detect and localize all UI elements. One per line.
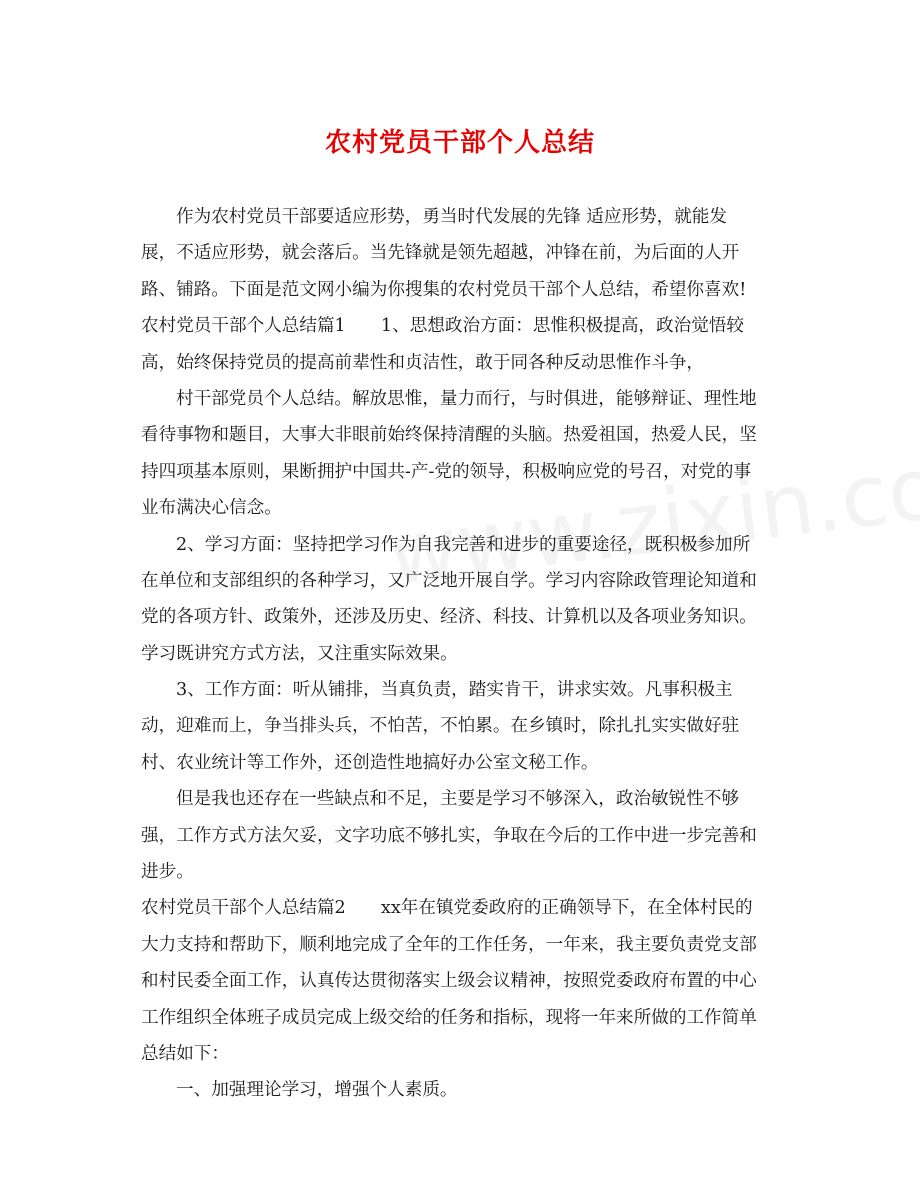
paragraph-line: 村、农业统计等工作外，还创造性地搞好办公室文秘工作。: [141, 752, 599, 773]
paragraph-line: 持四项基本原则，果断拥护中国共-产-党的领导，积极响应党的号召，对党的事: [141, 461, 752, 482]
paragraph-line: 农村党员干部个人总结篇2 xx年在镇党委政府的正确领导下，在全体村民的: [141, 898, 753, 919]
paragraph-line: 进步。: [141, 862, 194, 883]
paragraph-line: 业布满决心信念。: [141, 498, 282, 519]
paragraph-line: 3、工作方面：听从铺排，当真负责，踏实肯干，讲求实效。凡事积极主: [176, 680, 733, 701]
paragraph-line: 大力支持和帮助下，顺利地完成了全年的工作任务，一年来，我主要负责党支部: [141, 934, 757, 955]
paragraph-line: 学习既讲究方式方法，又注重实际效果。: [141, 643, 458, 664]
paragraph-line: 看待事物和题目，大事大非眼前始终保持清醒的头脑。热爱祖国，热爱人民，坚: [141, 425, 757, 446]
paragraph-line: 2、学习方面：坚持把学习作为自我完善和进步的重要途径，既积极参加所: [176, 534, 751, 555]
paragraph-line: 动，迎难而上，争当排头兵，不怕苦，不怕累。在乡镇时，除扎扎实实做好驻: [141, 716, 740, 737]
paragraph-line: 在单位和支部组织的各种学习，又广泛地开展自学。学习内容除政管理论知道和: [141, 570, 757, 591]
paragraph-line: 工作组织全体班子成员完成上级交给的任务和指标，现将一年来所做的工作简单: [141, 1007, 757, 1028]
paragraph-line: 和村民委全面工作，认真传达贯彻落实上级会议精神，按照党委政府布置的中心: [141, 971, 757, 992]
paragraph-line: 农村党员干部个人总结篇1 1、思想政治方面：思惟积极提高，政治觉悟较: [141, 316, 744, 337]
paragraph-line: 总结如下：: [141, 1043, 229, 1064]
document-title: 农村党员干部个人总结: [324, 128, 595, 158]
paragraph-line: 一、加强理论学习，增强个人素质。: [176, 1080, 458, 1101]
paragraph-line: 村干部党员个人总结。解放思惟，量力而行，与时俱进，能够辩证、理性地: [176, 388, 757, 409]
paragraph-line: 展，不适应形势，就会落后。当先锋就是领先超越，冲锋在前，为后面的人开: [141, 243, 740, 264]
paragraph-line: 强，工作方式方法欠妥，文字功底不够扎实，争取在今后的工作中进一步完善和: [141, 825, 757, 846]
paragraph-line: 党的各项方针、政策外，还涉及历史、经济、科技、计算机以及各项业务知识。: [141, 607, 757, 628]
paragraph-line: 高，始终保持党员的提高前辈性和贞洁性，敢于同各种反动思惟作斗争，: [141, 352, 705, 373]
paragraph-line: 但是我也还存在一些缺点和不足，主要是学习不够深入，政治敏锐性不够: [176, 789, 740, 810]
document-body: [141, 199, 781, 1109]
paragraph-line: 作为农村党员干部要适应形势，勇当时代发展的先锋 适应形势，就能发: [176, 207, 728, 227]
paragraph-line: 路、铺路。下面是范文网小编为你搜集的农村党员干部个人总结，希望你喜欢!: [141, 279, 747, 300]
